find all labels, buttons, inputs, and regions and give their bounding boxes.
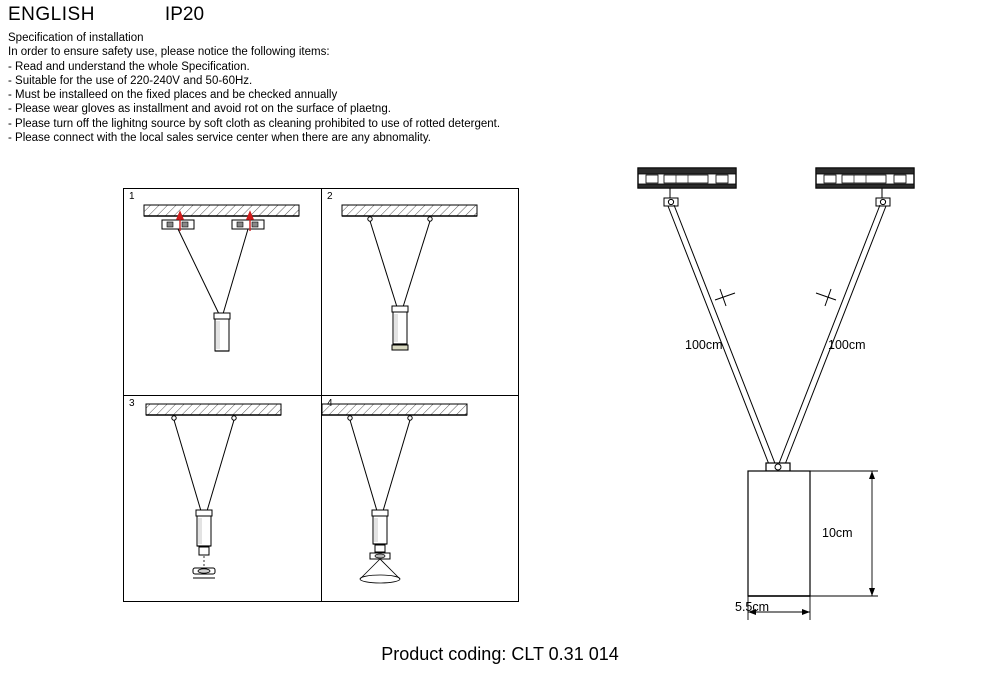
step-2-cell bbox=[322, 189, 520, 396]
spec-intro: In order to ensure safety use, please notice the following items: bbox=[8, 46, 330, 59]
step-4-diagram bbox=[322, 396, 520, 603]
step-number: 1 bbox=[129, 191, 135, 202]
step-number: 2 bbox=[327, 191, 333, 202]
fixture-height-label: 10cm bbox=[822, 526, 853, 540]
step-4-cell bbox=[322, 396, 520, 603]
step-1-diagram bbox=[124, 189, 322, 396]
language-label: ENGLISH bbox=[8, 4, 95, 25]
spec-title: Specification of installation bbox=[8, 32, 144, 44]
product-coding: Product coding: CLT 0.31 014 bbox=[381, 644, 619, 664]
right-track-adapter bbox=[816, 168, 914, 206]
left-track-adapter bbox=[638, 168, 736, 206]
step-2-diagram bbox=[322, 189, 520, 396]
step-number: 3 bbox=[129, 398, 135, 409]
spec-item: - Must be installeed on the fixed places and be checked annually bbox=[8, 89, 338, 102]
step-3-cell bbox=[124, 396, 322, 603]
spec-item: - Please connect with the local sales service center when there are any abnomality. bbox=[8, 132, 431, 145]
ip-rating-label: IP20 bbox=[164, 4, 205, 25]
cable-length-right-label: 100cm bbox=[828, 338, 866, 352]
dimension-diagram-svg bbox=[620, 160, 1000, 630]
spec-item: - Please turn off the lighitng source by soft cloth as cleaning prohibited to use of rotted detergent. bbox=[8, 117, 501, 130]
fixture-width-label: 5.5cm bbox=[735, 600, 770, 614]
fixture-body bbox=[748, 471, 810, 596]
specification-block bbox=[8, 31, 500, 145]
spec-item: - Please wear gloves as installment and avoid rot on the surface of plaetng. bbox=[8, 103, 391, 116]
installation-steps-panel bbox=[123, 188, 519, 602]
cable-length-left-label: 100cm bbox=[685, 338, 723, 352]
step-1-cell bbox=[124, 189, 322, 396]
step-3-diagram bbox=[124, 396, 322, 603]
document-header bbox=[8, 4, 204, 26]
spec-item: - Read and understand the whole Specification. bbox=[8, 60, 250, 73]
dimension-diagram bbox=[620, 160, 1000, 630]
spec-item: - Suitable for the use of 220-240V and 50-60Hz. bbox=[8, 74, 253, 87]
